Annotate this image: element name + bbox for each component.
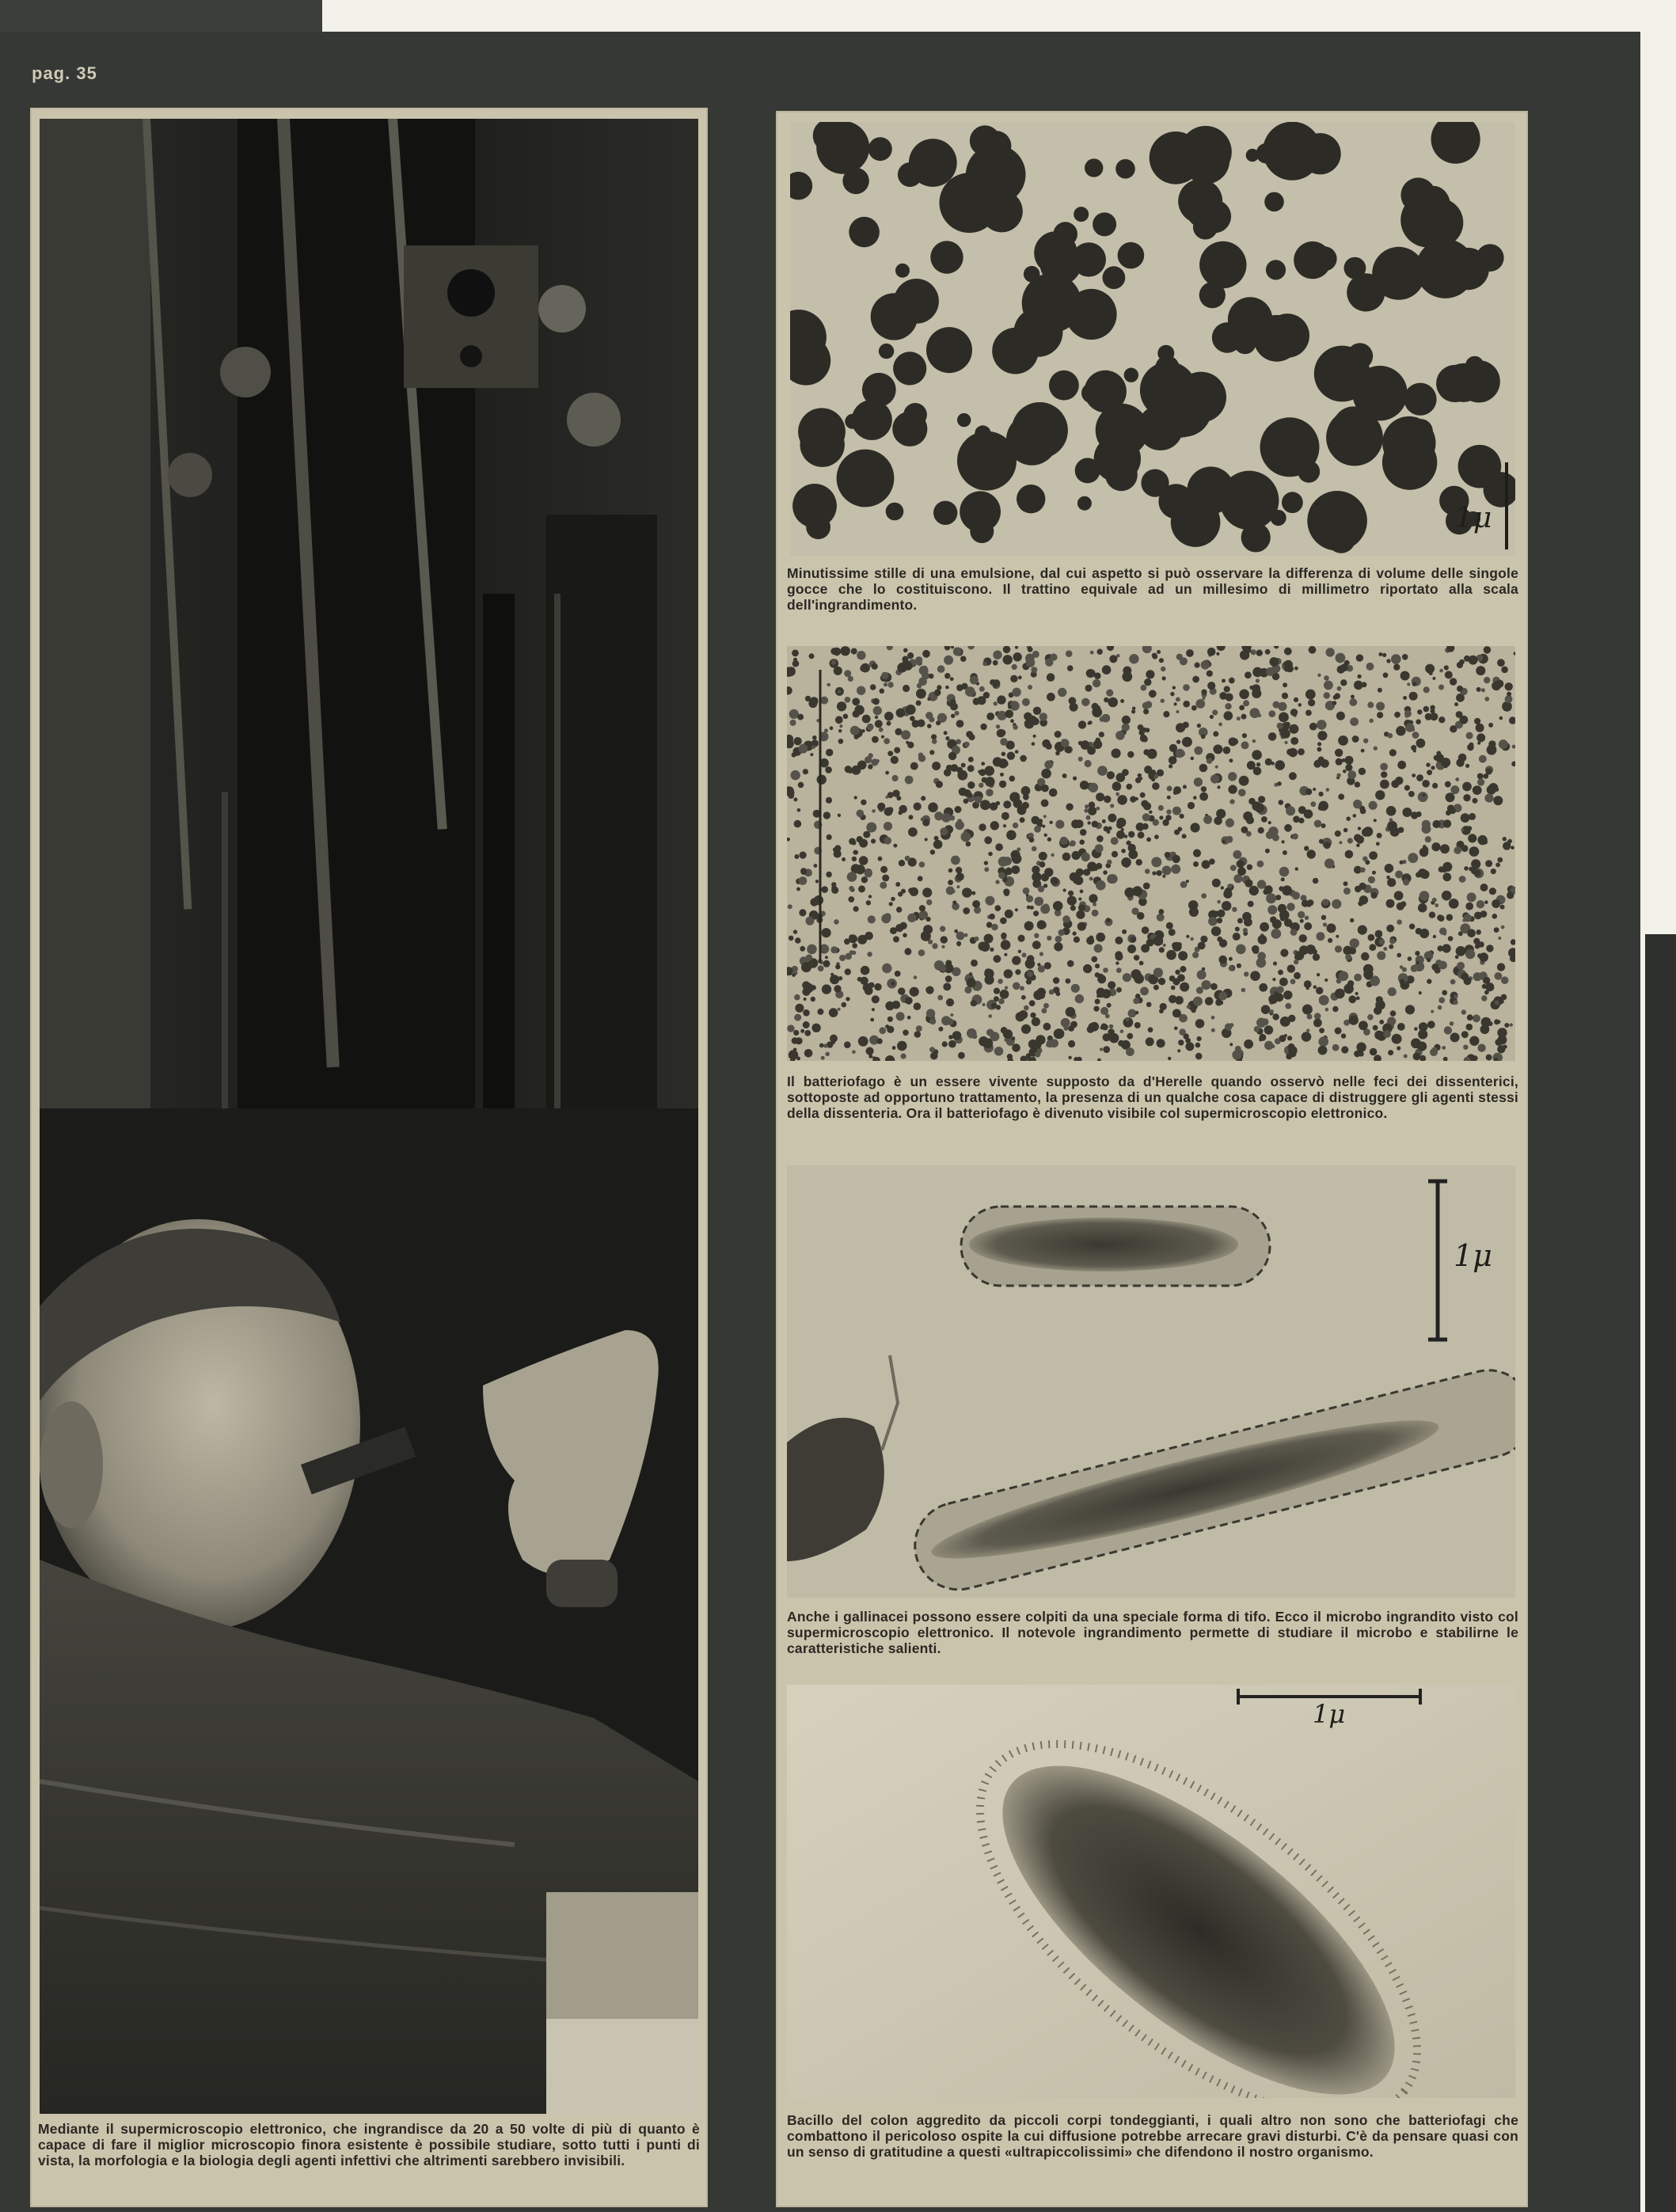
scale-bar-label-3: 1μ [1454, 1238, 1492, 1273]
man-at-electron-microscope-photo [40, 119, 698, 2114]
board-edge [1645, 934, 1676, 2212]
emulsion-caption: Minutissime stille di una emulsione, dal cui aspetto si può osservare la differenza di volume delle singole gocce che lo costituiscono. Il trattino equivale ad un millesimo di millimetro riportato alla scala dell'ingrandimento. [787, 565, 1518, 613]
fowl-typhoid-microbe-micrograph [787, 1165, 1515, 1598]
bacteriophage-micrograph [787, 646, 1515, 1061]
bacteriophage-caption: Il batteriofago è un essere vivente supposto da d'Herelle quando osservò nelle feci dei dissenterici, sottoposte ad opportuno trattamento, la presenza di un qualche cosa capace di distruggere gli agenti stessi della dissenteria. Ora il batteriofago è divenuto visibile col supermicroscopio elettronico. [787, 1074, 1518, 1121]
left-newspaper-clipping [30, 108, 708, 2207]
colon-bacillus-caption: Bacillo del colon aggredito da piccoli corpi tondeggianti, i quali altro non sono che batteriofagi che combattono il pericoloso ospite la cui diffusione potrebbe arrecare gravi disturbi. C'è da pensare quasi con un senso di gratitudine a questi «ultrapiccolissimi» che difendono il nostro organismo. [787, 2112, 1518, 2160]
right-newspaper-clipping [776, 111, 1528, 2207]
fowl-typhoid-caption: Anche i gallinacei possono essere colpiti da una speciale forma di tifo. Ecco il microbo ingrandito visto col supermicroscopio elettronico. Il notevole ingrandimento permette di studiare il microbo e stabilirne le caratteristiche salienti. [787, 1609, 1518, 1656]
scale-bar-label-4: 1μ [1313, 1699, 1346, 1729]
emulsion-droplets-micrograph [790, 122, 1515, 556]
scale-bar-label-1: 1μ [1455, 502, 1492, 534]
left-photo-caption: Mediante il supermicroscopio elettronico, che ingrandisce da 20 a 50 volte di più di quanto è capace di fare il miglior microscopio finora esistente è possibile studiare, sotto tutti i punti di vista, la morfologia e la biologia degli agenti infettivi che altrimenti sarebbero invisibili. [38, 2121, 700, 2168]
page-number: pag. 35 [32, 63, 97, 83]
colon-bacillus-micrograph [787, 1685, 1515, 2098]
